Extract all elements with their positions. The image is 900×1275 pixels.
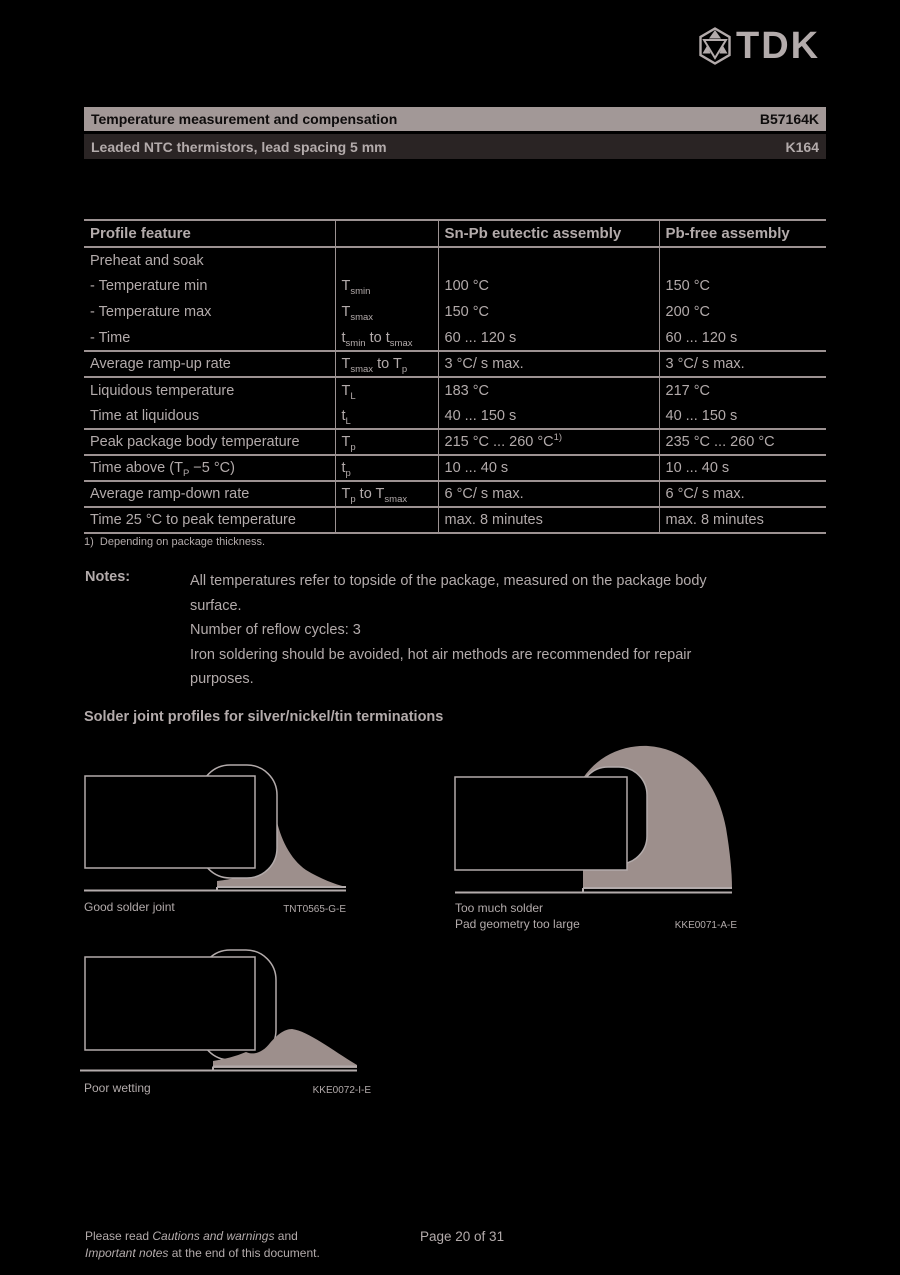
- cell-symbol: $T_{smin}$: [335, 273, 438, 299]
- cell-symbol: $T_{smax}$: [335, 299, 438, 325]
- col-header-profile-feature: Profile feature: [84, 220, 335, 247]
- cell-pbfree: 6 °C/ s max.: [659, 481, 826, 507]
- cell-snpb: 60 ... 120 s: [438, 325, 659, 351]
- cell-pbfree: 200 °C: [665, 304, 710, 320]
- tdk-emblem-icon: [698, 27, 732, 65]
- poor-wetting-diagram: [80, 945, 370, 1073]
- cell-symbol: [335, 247, 438, 273]
- cell-symbol: $T_{smax}$ to $T_p$: [335, 351, 438, 377]
- table-row: [84, 351, 826, 377]
- good-solder-joint-diagram: [84, 760, 347, 893]
- table-row: [84, 455, 826, 481]
- header-title: Temperature measurement and compensation: [91, 111, 398, 127]
- figure-caption-line1: Too much solder: [455, 901, 544, 915]
- table-row: [84, 507, 826, 533]
- solder-profile-table: [84, 219, 826, 534]
- cell-feature: Peak package body temperature: [84, 429, 335, 455]
- cell-snpb: 10 ... 40 s: [438, 455, 659, 481]
- cell-snpb: max. 8 minutes: [438, 507, 659, 533]
- figure-code: TNT0565-G-E: [283, 903, 346, 915]
- figure-caption: [455, 901, 580, 932]
- logo-text: TDK: [736, 25, 821, 67]
- cell-pbfree: 235 °C ... 260 °C: [659, 429, 826, 455]
- cell-snpb: 150 °C: [438, 299, 659, 325]
- subheader-title: Leaded NTC thermistors, lead spacing 5 mm: [91, 138, 387, 155]
- table-row: [84, 403, 826, 429]
- cell-feature: - Temperature min: [84, 273, 335, 299]
- cell-pbfree: 150 °C: [665, 278, 710, 294]
- notes-line: All temperatures refer to topside of the package, measured on the package body: [190, 573, 707, 589]
- table-row: [84, 429, 826, 455]
- cell-feature: Time at liquidous: [84, 403, 335, 429]
- figure-caption-row: [455, 901, 737, 932]
- too-much-solder-diagram: [450, 740, 735, 895]
- cell-feature: Average ramp-up rate: [84, 351, 335, 377]
- cell-pbfree: 10 ... 40 s: [659, 455, 826, 481]
- table-row: [84, 325, 826, 351]
- cell-feature: Liquidous temperature: [84, 377, 335, 403]
- section-heading: Solder joint profiles for silver/nickel/tin terminations: [84, 709, 444, 725]
- cell-pbfree: max. 8 minutes: [659, 507, 826, 533]
- cell-pbfree: [659, 247, 826, 273]
- cell-feature: Average ramp-down rate: [84, 481, 335, 507]
- figure-caption-line2: Pad geometry too large: [455, 916, 580, 931]
- cell-feature: - Temperature max: [84, 299, 335, 325]
- cell-feature: Time above ($T_P -5$ °C): [84, 455, 335, 481]
- tdk-logo: [698, 27, 820, 65]
- notes-label: Notes:: [85, 569, 131, 585]
- table-row: [84, 247, 826, 273]
- cell-snpb: 215 °C ... 260 $^\circ C^{1)}$: [438, 429, 659, 455]
- page-indicator: Page 20 of 31: [420, 1229, 505, 1244]
- table-row: [84, 481, 826, 507]
- cell-feature: Time 25 °C to peak temperature: [84, 507, 335, 533]
- cell-symbol: $T_L$: [335, 377, 438, 403]
- table-row: [84, 273, 826, 299]
- col-header-symbol: [335, 220, 438, 247]
- cell-pbfree: 40 ... 150 s: [659, 403, 826, 429]
- cell-symbol: $t_L$: [335, 403, 438, 429]
- figure-caption: Good solder joint: [84, 900, 175, 914]
- cell-symbol: $T_p$: [335, 429, 438, 455]
- header-bar-secondary: [84, 134, 826, 159]
- cell-pbfree: 217 °C: [665, 382, 710, 399]
- table-row: [84, 377, 826, 403]
- figure-code: KKE0072-I-E: [312, 1084, 371, 1096]
- figure-caption: Poor wetting: [84, 1081, 151, 1095]
- col-header-snpb: Sn-Pb eutectic assembly: [438, 220, 659, 247]
- cell-symbol: $t_{smin}$ to $t_{smax}$: [335, 325, 438, 351]
- header-part-number: B57164K: [759, 111, 819, 127]
- header-bar-primary: [84, 107, 826, 131]
- cell-pbfree: 60 ... 120 s: [659, 325, 826, 351]
- cell-snpb: 40 ... 150 s: [438, 403, 659, 429]
- cell-snpb: 6 °C/ s max.: [438, 481, 659, 507]
- footer-line-1: Please read Cautions and warnings and: [85, 1229, 298, 1243]
- figure-caption-row: [84, 1081, 371, 1097]
- table-footnote: 1) Depending on package thickness.: [84, 536, 266, 548]
- col-header-pbfree: Pb-free assembly: [659, 220, 826, 247]
- table-header-row: [84, 220, 826, 247]
- cell-snpb: [438, 247, 659, 273]
- cell-snpb: 3 °C/ s max.: [438, 351, 659, 377]
- figure-code: KKE0071-A-E: [674, 920, 737, 931]
- cell-symbol: $T_p$ to $T_{smax}$: [335, 481, 438, 507]
- notes-text: [190, 569, 707, 692]
- notes-line: Iron soldering should be avoided, hot air methods are recommended for repair: [190, 646, 692, 663]
- footer-note: [85, 1228, 320, 1261]
- cell-feature: - Time: [84, 325, 335, 351]
- cell-symbol: [335, 507, 438, 533]
- notes-line: Number of reflow cycles: 3: [190, 622, 361, 638]
- cell-symbol: $t_p$: [335, 455, 438, 481]
- notes-line: surface.: [190, 597, 242, 614]
- cell-snpb: 183 °C: [438, 377, 659, 403]
- notes-line: purposes.: [190, 671, 254, 687]
- subheader-series: K164: [785, 138, 819, 155]
- figure-caption-row: [84, 900, 346, 916]
- footer-line-2: Important notes at the end of this document.: [85, 1245, 320, 1260]
- cell-snpb: 100 °C: [438, 273, 659, 299]
- cell-pbfree: 3 °C/ s max.: [659, 351, 826, 377]
- cell-feature: Preheat and soak: [84, 247, 335, 273]
- table-row: [84, 299, 826, 325]
